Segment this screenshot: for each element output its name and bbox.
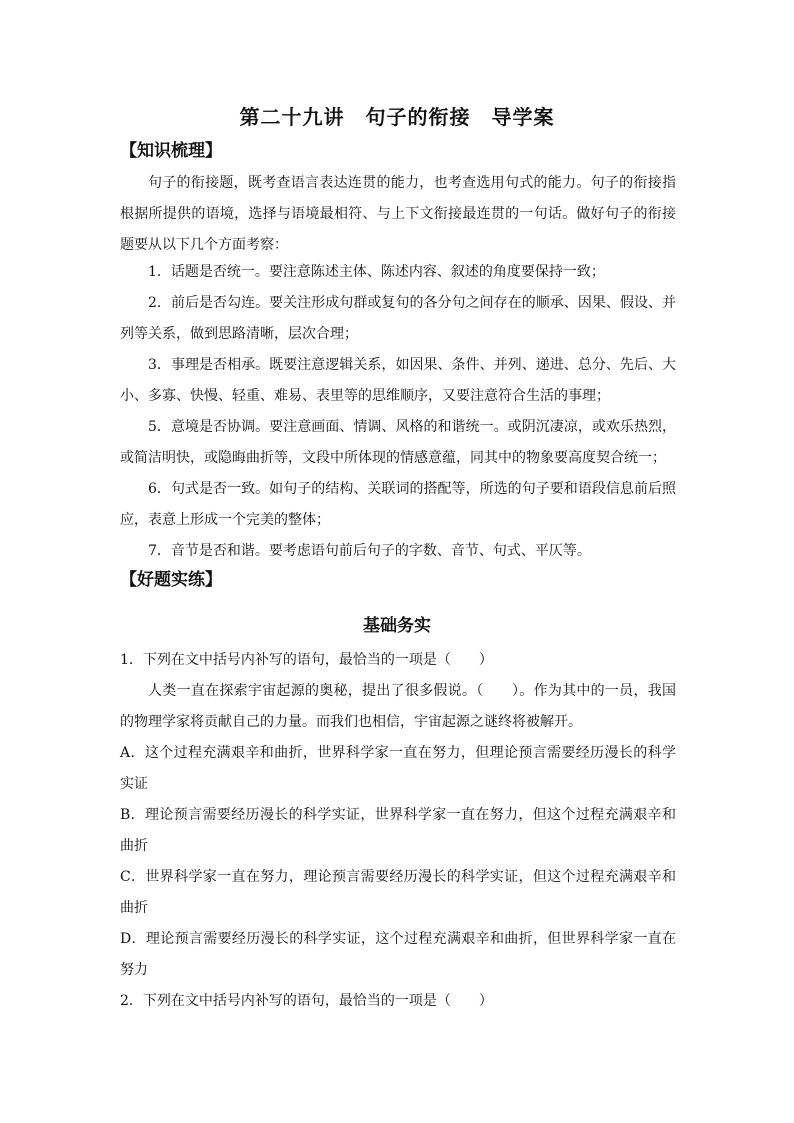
page-title: 第二十九讲 句子的衔接 导学案 bbox=[239, 105, 555, 129]
question-2-stem: 2．下列在文中括号内补写的语句，最恰当的一项是（ ） bbox=[120, 993, 493, 1009]
question-1-option-c: C．世界科学家一直在努力，理论预言需要经历漫长的科学实证，但这个过程充满艰辛和曲折 bbox=[120, 869, 676, 916]
section-heading-practice: 【好题实练】 bbox=[120, 570, 222, 590]
point-7: 7．音节是否和谐。要考虑语句前后句子的字数、音节、句式、平仄等。 bbox=[148, 543, 591, 559]
point-6: 6．句式是否一致。如句子的结构、关联词的搭配等，所选的句子要和语段信息前后照应，表意上形成一个完美的整体； bbox=[120, 481, 676, 528]
point-5: 5．意境是否协调。要注意画面、情调、风格的和谐统一。或阴沉凄凉，或欢乐热烈，或简洁明快，或隐晦曲折等，文段中所体现的情感意蕴，同其中的物象要高度契合统一； bbox=[120, 419, 676, 466]
question-1-option-b: B．理论预言需要经历漫长的科学实证，世界科学家一直在努力，但这个过程充满艰辛和曲折 bbox=[120, 807, 676, 854]
question-1-passage: 人类一直在探索宇宙起源的奥秘，提出了很多假说。（ ）。作为其中的一员，我国的物理学家将贡献自己的力量。而我们也相信，宇宙起源之谜终将被解开。 bbox=[120, 683, 676, 730]
point-3: 3．事理是否相承。既要注意逻辑关系，如因果、条件、并列、递进、总分、先后、大小、多寡、快慢、轻重、难易、表里等的思维顺序，又要注意符合生活的事理； bbox=[120, 357, 676, 404]
question-1-option-d: D．理论预言需要经历漫长的科学实证，这个过程充满艰辛和曲折，但世界科学家一直在努力 bbox=[120, 931, 676, 978]
intro-paragraph: 句子的衔接题，既考查语言表达连贯的能力，也考查选用句式的能力。句子的衔接指根据所提供的语境，选择与语境最相符、与上下文衔接最连贯的一句话。做好句子的衔接题要从以下几个方面考察： bbox=[120, 175, 676, 253]
point-2: 2．前后是否勾连。要关注形成句群或复句的各分句之间存在的顺承、因果、假设、并列等关系，做到思路清晰，层次合理； bbox=[120, 295, 676, 342]
section-heading-knowledge: 【知识梳理】 bbox=[120, 141, 222, 161]
point-1: 1．话题是否统一。要注意陈述主体、陈述内容、叙述的角度要保持一致； bbox=[148, 264, 605, 280]
question-1-stem: 1．下列在文中括号内补写的语句，最恰当的一项是（ ） bbox=[120, 652, 493, 668]
question-1-option-a: A．这个过程充满艰辛和曲折，世界科学家一直在努力，但理论预言需要经历漫长的科学实证 bbox=[120, 745, 676, 792]
subheading-basics: 基础务实 bbox=[363, 616, 431, 636]
